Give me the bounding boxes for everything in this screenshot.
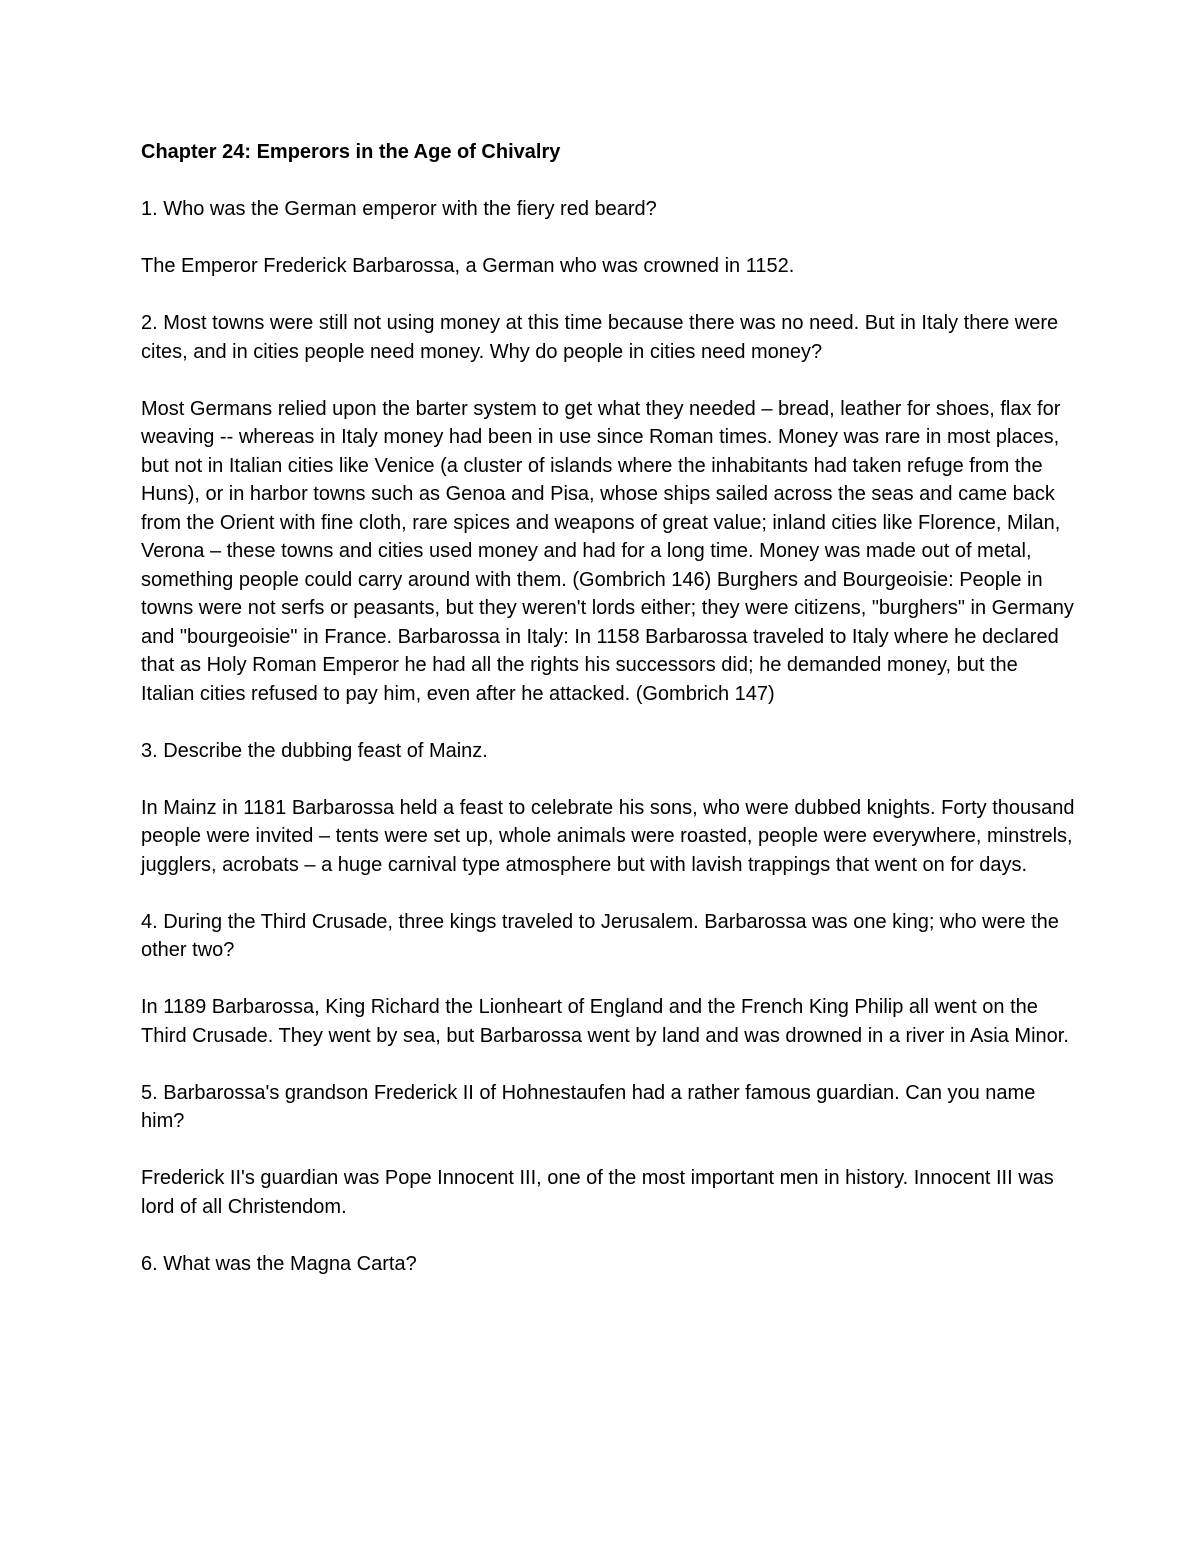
question-3: 3. Describe the dubbing feast of Mainz. [141,739,488,762]
document-page [141,138,1076,1307]
answer-4: In 1189 Barbarossa, King Richard the Lionheart of England and the French King Philip all went on the Third Crusade. They went by sea, but Barbarossa went by land and was drowned in a river in Asia Minor. [141,996,1069,1047]
question-5: 5. Barbarossa's grandson Frederick II of Hohnestaufen had a rather famous guardian. Can you name him? [141,1081,1036,1132]
answer-1: The Emperor Frederick Barbarossa, a German who was crowned in 1152. [141,255,795,277]
answer-2: Most Germans relied upon the barter system to get what they needed – bread, leather for shoes, flax for weaving -- whereas in Italy money had been in use since Roman times. Money was rare in most places, but not in Italian cities like Venice (a cluster of islands where the inhabitants had taken refuge from the Huns), or in harbor towns such as Genoa and Pisa, whose ships sailed across the seas and came back from the Orient with fine cloth, rare spices and weapons of great value; inland cities like Florence, Milan, Verona – these towns and cities used money and had for a long time. Money was made out of metal, something people could carry around with them. (Gombrich 146) Burghers and Bourgeoisie: People in towns were not serfs or peasants, but they weren't lords either; they were citizens, "burghers" in Germany and "bourgeoisie" in France. Barbarossa in Italy: In 1158 Barbarossa traveled to Italy where he declared that as Holy Roman Emperor he had all the rights his successors did; he demanded money, but the Italian cities refused to pay him, even after he attacked. (Gombrich 147) [141,397,1074,705]
question-2: 2. Most towns were still not using money at this time because there was no need. But in Italy there were cites, and in cities people need money. Why do people in cities need money? [141,312,1059,363]
question-6: 6. What was the Magna Carta? [141,1252,417,1275]
chapter-title: Chapter 24: Emperors in the Age of Chivalry [141,141,561,163]
answer-3: In Mainz in 1181 Barbarossa held a feast to celebrate his sons, who were dubbed knights. Forty thousand people were invited – tents were set up, whole animals were roasted, people were everywhere, minstrels, jugglers, acrobats – a huge carnival type atmosphere but with lavish trappings that went on for days. [141,796,1075,876]
answer-5: Frederick II's guardian was Pope Innocent III, one of the most important men in history. Innocent III was lord of all Christendom. [141,1167,1054,1218]
question-4: 4. During the Third Crusade, three kings traveled to Jerusalem. Barbarossa was one king; who were the other two? [141,910,1059,961]
question-1: 1. Who was the German emperor with the fiery red beard? [141,198,657,220]
